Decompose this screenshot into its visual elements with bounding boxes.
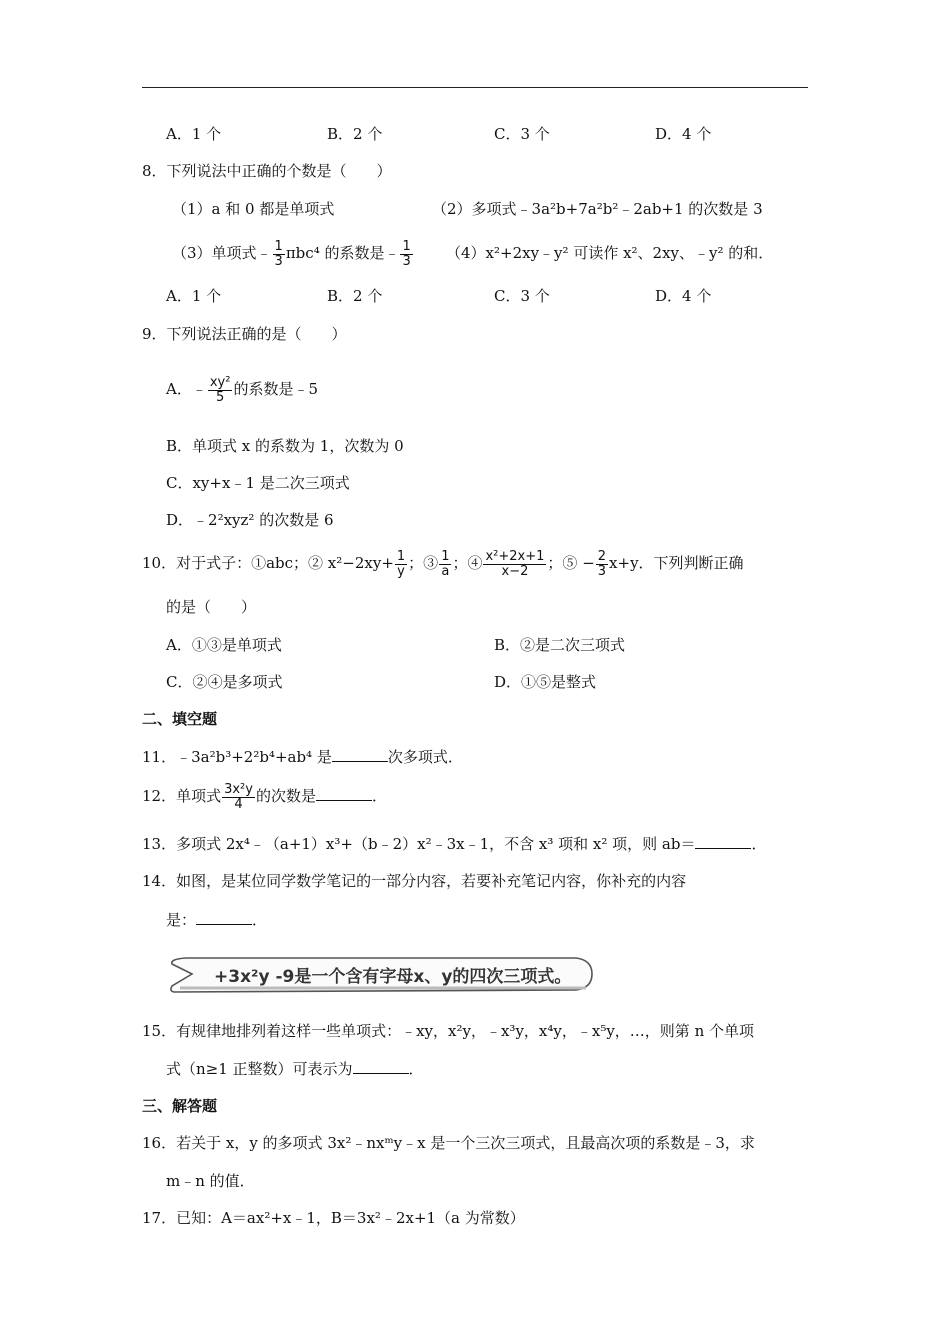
fraction-denominator: 4 — [234, 796, 243, 812]
q12-text: 12．单项式 — [142, 787, 222, 805]
header-rule — [142, 87, 808, 88]
fraction-numerator: xy² — [209, 374, 231, 390]
q7-option-a: A．1 个 — [166, 125, 222, 143]
q12-fraction — [222, 783, 255, 812]
fraction-denominator: x−2 — [501, 563, 529, 579]
fraction-numerator: x²+2x+1 — [485, 548, 545, 564]
q11-post: 次多项式． — [387, 748, 463, 766]
q9-option-b: B．单项式 x 的系数为 1，次数为 0 — [166, 437, 404, 455]
q14-end: ． — [252, 911, 268, 929]
q10-mid-3: ；⑤ − — [547, 554, 595, 572]
q12-post: 的次数是 — [255, 787, 316, 805]
q8-statement-3 — [172, 238, 414, 269]
q10-option-a: A．①③是单项式 — [166, 636, 282, 654]
q8-stem: 8．下列说法中正确的个数是（ ） — [142, 162, 392, 180]
q8-s3-mid: πbc⁴ 的系数是﹣ — [285, 244, 400, 262]
q8-option-b: B．2 个 — [327, 287, 383, 305]
q12-end: ． — [371, 787, 387, 805]
q10-mid-1: ；③ — [408, 554, 439, 572]
q15-line-2 — [166, 1059, 424, 1079]
q7-option-d: D．4 个 — [655, 125, 712, 143]
fraction-numerator: 1 — [402, 238, 411, 254]
q10-mid-2: ；④ — [452, 554, 483, 572]
q9-option-d: D．﹣2²xyz² 的次数是 6 — [166, 511, 334, 529]
fraction-denominator: 3 — [402, 253, 411, 269]
answer-blank — [332, 747, 388, 762]
q10-fraction-2 — [439, 550, 451, 579]
q17: 17．已知：A＝ax²+x﹣1，B＝3x²﹣2x+1（a 为常数） — [142, 1209, 525, 1227]
q8-s3-pre: （3）单项式﹣ — [172, 244, 272, 262]
q14-line-1: 14．如图，是某位同学数学笔记的一部分内容，若要补充笔记内容，你补充的内容 — [142, 872, 687, 890]
fraction-denominator: 3 — [597, 563, 607, 579]
q13-text: 13．多项式 2x⁴﹣（a+1）x³+（b﹣2）x²﹣3x﹣1，不含 x³ 项和 x² 项，则 ab＝ — [142, 835, 696, 853]
q12 — [142, 778, 387, 814]
q10-stem-cont: 的是（ ） — [166, 598, 257, 616]
q15-line-1: 15．有规律地排列着这样一些单项式：﹣xy，x²y，﹣x³y，x⁴y，﹣x⁵y，…，则第 n 个单项 — [142, 1022, 755, 1040]
q16-line-2: m﹣n 的值． — [166, 1172, 255, 1190]
q10-option-c: C．②④是多项式 — [166, 673, 283, 691]
q8-option-c: C．3 个 — [494, 287, 550, 305]
q13 — [142, 834, 766, 854]
q10-stem-pre: 10．对于式子：①abc；② x²−2xy+ — [142, 554, 394, 572]
q7-option-b: B．2 个 — [327, 125, 383, 143]
q10-fraction-4 — [596, 550, 608, 579]
q14-answer-label: 是： — [166, 911, 197, 929]
q10-option-b: B．②是二次三项式 — [494, 636, 626, 654]
answer-blank — [316, 786, 372, 801]
fraction-numerator: 2 — [597, 548, 607, 564]
fraction-numerator: 1 — [441, 548, 450, 564]
section-heading-fill-blank: 二、填空题 — [142, 710, 218, 728]
fraction-denominator: y — [397, 563, 405, 579]
answer-blank — [353, 1059, 409, 1074]
q8-option-a: A．1 个 — [166, 287, 222, 305]
answer-blank — [196, 910, 252, 925]
q15-text: 式（n≥1 正整数）可表示为 — [166, 1060, 353, 1078]
q9-a-pre: A．﹣ — [166, 380, 207, 398]
fraction-denominator: 3 — [274, 253, 283, 269]
q7-option-c: C．3 个 — [494, 125, 550, 143]
note-text: +3x²y -9是一个含有字母x、y的四次三项式。 — [214, 967, 572, 987]
q10-fraction-3 — [483, 550, 546, 579]
fraction-denominator: 5 — [216, 389, 225, 405]
fraction-numerator: 1 — [274, 238, 283, 254]
q11-text: 11．﹣3a²b³+2²b⁴+ab⁴ 是 — [142, 748, 332, 766]
q9-stem: 9．下列说法正确的是（ ） — [142, 325, 347, 343]
q9-a-post: 的系数是﹣5 — [233, 380, 318, 398]
section-heading-answer: 三、解答题 — [142, 1097, 218, 1115]
q14-line-2 — [166, 910, 267, 930]
q9-option-a — [166, 372, 318, 406]
q8-statement-4: （4）x²+2xy﹣y² 可读作 x²、2xy、﹣y² 的和． — [446, 244, 774, 262]
q10-stem-post: x+y．下列判断正确 — [609, 554, 744, 572]
q8-s3-fraction-2 — [400, 240, 412, 269]
q10-stem — [142, 546, 744, 580]
fraction-numerator: 1 — [396, 548, 406, 564]
q8-s3-fraction — [273, 240, 285, 269]
q15-end: ． — [408, 1060, 424, 1078]
q10-fraction-1 — [395, 550, 407, 579]
answer-blank — [695, 834, 751, 849]
q8-statement-1: （1）a 和 0 都是单项式 — [172, 200, 335, 218]
q9-a-fraction — [208, 376, 233, 405]
q16-line-1: 16．若关于 x，y 的多项式 3x²﹣nxᵐy﹣x 是一个三次三项式，且最高次项的系数是﹣3，求 — [142, 1134, 755, 1152]
q11 — [142, 747, 463, 767]
q9-option-c: C．xy+x﹣1 是二次三项式 — [166, 474, 350, 492]
q8-option-d: D．4 个 — [655, 287, 712, 305]
q8-statement-2: （2）多项式﹣3a²b+7a²b²﹣2ab+1 的次数是 3 — [432, 200, 763, 218]
q10-option-d: D．①⑤是整式 — [494, 673, 597, 691]
q13-end: ． — [751, 835, 767, 853]
fraction-denominator: a — [441, 563, 450, 579]
note-image — [166, 952, 596, 996]
fraction-numerator: 3x²y — [224, 781, 253, 797]
